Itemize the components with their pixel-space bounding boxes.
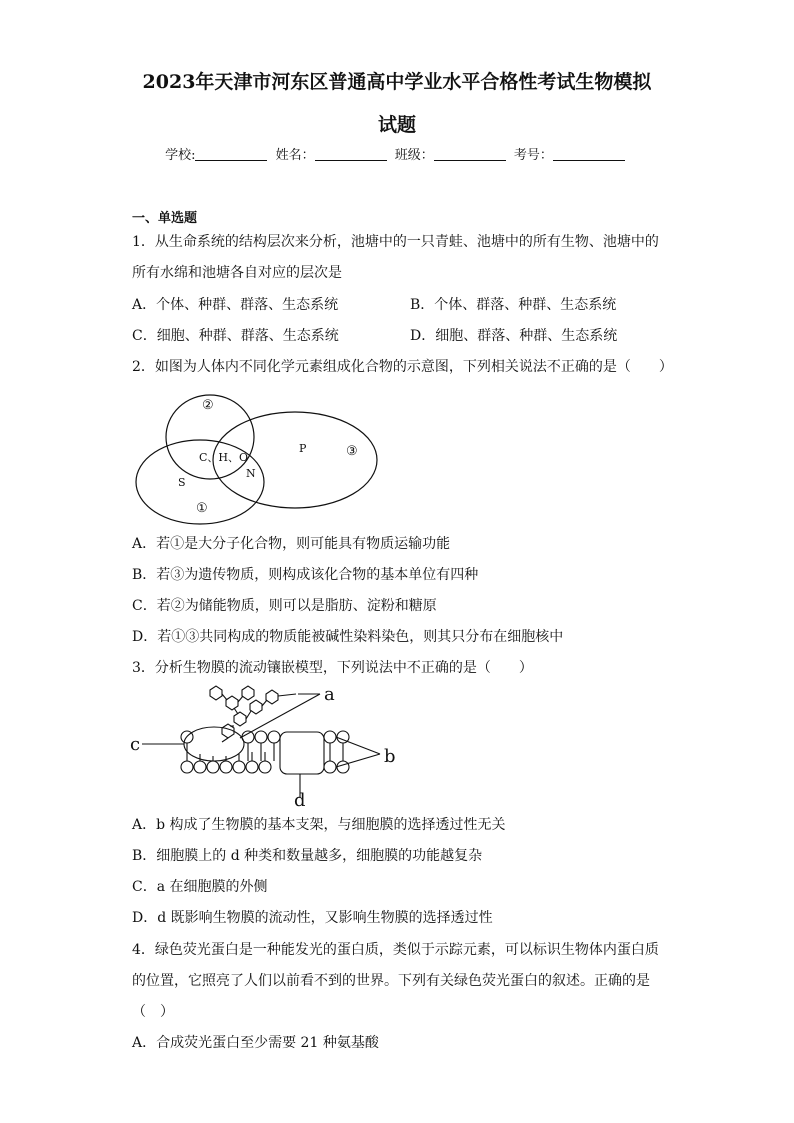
q1-option-b[interactable]: B．个体、群落、种群、生态系统 [410,297,617,313]
label-d: d [294,790,306,810]
name-blank[interactable] [315,148,387,161]
number-blank[interactable] [553,148,625,161]
q3-option-c[interactable]: C．a 在细胞膜的外侧 [132,879,268,895]
q1-option-c[interactable]: C．细胞、种群、群落、生态系统 [132,328,339,344]
sugar-hex-1 [210,686,222,700]
q2-option-d[interactable]: D．若①③共同构成的物质能被碱性染料染色，则其只分布在细胞核中 [132,629,564,645]
class-label: 班级： [394,148,434,163]
q2-stem: 2．如图为人体内不同化学元素组成化合物的示意图，下列相关说法不正确的是（ ） [132,359,673,375]
sugar-hex-2 [226,696,238,710]
q1-option-a[interactable]: A．个体、种群、群落、生态系统 [132,297,339,313]
q3-option-b[interactable]: B．细胞膜上的 d 种类和数量越多，细胞膜的功能越复杂 [132,848,483,864]
q1-stem-line2: 所有水绵和池塘各自对应的层次是 [132,265,342,281]
q2-option-c[interactable]: C．若②为储能物质，则可以是脂肪、淀粉和糖原 [132,598,437,614]
venn-label-2: ② [202,398,214,413]
q4-stem-line2: 的位置，它照亮了人们以前看不到的世界。下列有关绿色荧光蛋白的叙述。正确的是 [132,973,650,989]
sugar-hex-6 [266,690,278,704]
class-blank[interactable] [434,148,506,161]
q2-option-a[interactable]: A．若①是大分子化合物，则可能具有物质运输功能 [132,536,451,552]
venn-n-label: N [246,467,256,480]
section-heading: 一、单选题 [132,211,198,226]
q4-option-a[interactable]: A．合成荧光蛋白至少需要 21 种氨基酸 [132,1035,379,1051]
sugar-hex-4 [234,712,246,726]
venn-center-label: C、H、O [199,451,249,464]
pointer-a-line-1 [240,694,320,738]
q2-option-b[interactable]: B．若③为遗传物质，则构成该化合物的基本单位有四种 [132,567,479,583]
q3-stem: 3．分析生物膜的流动镶嵌模型，下列说法中不正确的是（ ） [132,660,533,676]
membrane-protein [280,732,324,774]
venn-s-label: S [178,476,186,489]
venn-label-1: ① [196,501,208,516]
venn-p-label: P [299,442,307,455]
q3-option-d[interactable]: D．d 既影响生物膜的流动性，又影响生物膜的选择透过性 [132,910,493,926]
q4-stem-line1: 4．绿色荧光蛋白是一种能发光的蛋白质，类似于示踪元素，可以标识生物体内蛋白质 [132,942,659,958]
q4-stem-line3: （ ） [132,1004,174,1020]
q2-venn-diagram [130,388,382,526]
student-info-row [0,144,794,163]
page-title-line1: 2023年天津市河东区普通高中学业水平合格性考试生物模拟 [142,71,652,93]
page-title-line2: 试题 [377,114,416,136]
sugar-hex-3 [242,686,254,700]
label-a: a [324,684,335,705]
label-b: b [384,746,396,767]
school-label: 学校: [165,148,196,163]
number-label: 考号： [513,148,553,163]
glycoprotein [184,727,244,761]
school-blank[interactable] [195,148,267,161]
venn-label-3: ③ [346,444,358,459]
name-label: 姓名： [275,148,315,163]
q1-option-d[interactable]: D．细胞、群落、种群、生态系统 [410,328,618,344]
q3-option-a[interactable]: A．b 构成了生物膜的基本支架，与细胞膜的选择透过性无关 [132,817,506,833]
q1-stem-line1: 1．从生命系统的结构层次来分析，池塘中的一只青蛙、池塘中的所有生物、池塘中的 [132,234,659,250]
sugar-hex-5 [250,700,262,714]
label-c: c [130,734,141,755]
q3-membrane-diagram [130,682,410,810]
